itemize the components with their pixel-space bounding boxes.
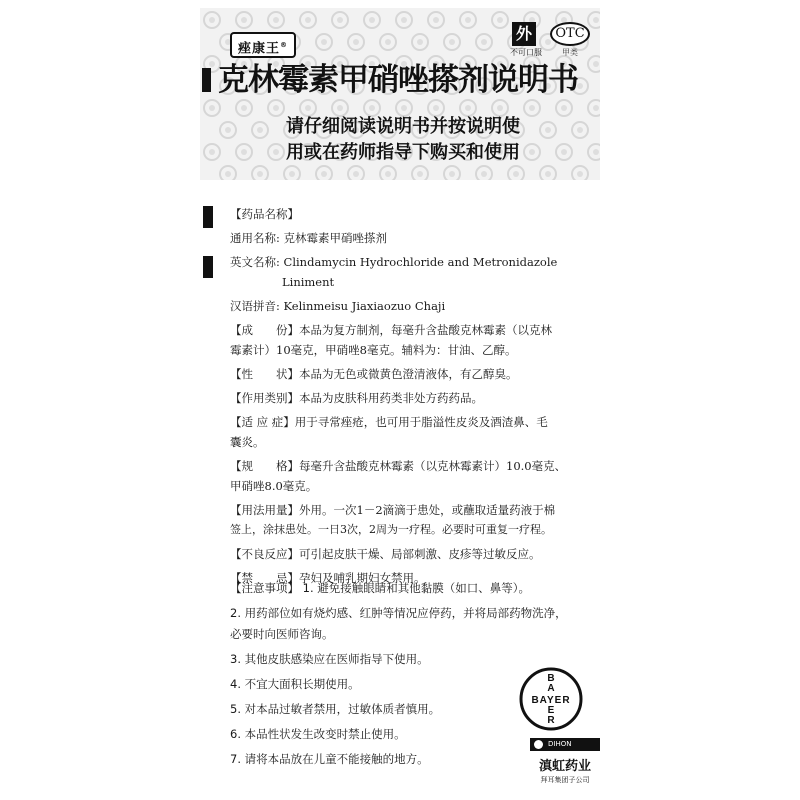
pattern-dot — [209, 61, 215, 67]
usage-line-2: 签上，涂抹患处。一日3次，2周为一疗程。必要时可重复一疗程。 — [230, 523, 552, 536]
bayer-horizontal-text: BAYER — [531, 695, 571, 706]
pattern-dot — [593, 105, 599, 111]
pattern-dot — [273, 105, 279, 111]
pattern-dot — [577, 171, 583, 177]
dihon-bar-text: DIHON — [548, 740, 572, 748]
pattern-dot — [321, 39, 327, 45]
dihon-logo — [530, 738, 600, 785]
pattern-dot — [273, 17, 279, 23]
composition-line-2: 霉素计）10毫克，甲硝唑8毫克。辅料为：甘油、乙醇。 — [230, 343, 517, 357]
drug-name-heading: 【药品名称】 — [230, 207, 299, 221]
registered-mark: ® — [280, 41, 289, 49]
pattern-dot — [401, 105, 407, 111]
pattern-dot — [481, 171, 487, 177]
dihon-dot-icon — [534, 740, 543, 749]
bayer-vertical-letter: E — [547, 705, 555, 716]
pattern-dot — [209, 17, 215, 23]
header-band — [200, 8, 600, 180]
pattern-dot — [305, 17, 311, 23]
external-use-badge: 外 — [512, 22, 536, 46]
category: 【作用类别】本品为皮肤科用药类非处方药药品。 — [230, 391, 483, 405]
pattern-dot — [433, 17, 439, 23]
pattern-dot — [401, 17, 407, 23]
description: 【性 状】本品为无色或微黄色澄清液体，有乙醇臭。 — [230, 367, 518, 381]
pattern-dot — [417, 171, 423, 177]
pattern-dot — [257, 127, 263, 133]
pattern-dot — [289, 171, 295, 177]
pattern-dot — [209, 149, 215, 155]
leaflet-body — [230, 204, 590, 588]
pattern-dot — [337, 17, 343, 23]
company-name: 滇虹药业 — [538, 759, 591, 774]
specification-line-2: 甲硝唑8.0毫克。 — [230, 479, 318, 493]
pattern-dot — [497, 105, 503, 111]
composition-line-1: 【成 份】本品为复方制剂，每毫升含盐酸克林霉素（以克林 — [230, 323, 552, 337]
pattern-dot — [385, 171, 391, 177]
pattern-dot — [241, 105, 247, 111]
bayer-cross-logo — [518, 666, 584, 732]
pattern-dot — [449, 171, 455, 177]
pattern-dot — [513, 171, 519, 177]
english-name-line-1: 英文名称: Clindamycin Hydrochloride and Metronidazole — [230, 255, 558, 269]
pattern-dot — [353, 171, 359, 177]
pattern-dot — [465, 105, 471, 111]
precaution-item-3: 3. 其他皮肤感染应在医师指导下使用。 — [230, 652, 429, 666]
precaution-item-1: 【注意事项】 1. 避免接触眼睛和其他黏膜（如口、鼻等）。 — [230, 581, 531, 595]
pattern-dot — [257, 171, 263, 177]
pattern-dot — [481, 39, 487, 45]
generic-name: 通用名称: 克林霉素甲硝唑搽剂 — [230, 231, 388, 245]
precaution-item-6: 6. 本品性状发生改变时禁止使用。 — [230, 727, 406, 741]
precaution-item-7: 7. 请将本品放在儿童不能接触的地方。 — [230, 752, 429, 766]
warning-line-2: 用或在药师指导下购买和使用 — [286, 142, 520, 163]
precaution-item-5: 5. 对本品过敏者禁用，过敏体质者慎用。 — [230, 702, 441, 716]
pattern-dot — [305, 105, 311, 111]
usage-warning — [286, 114, 586, 166]
side-marker-2 — [203, 256, 213, 278]
pattern-dot — [241, 149, 247, 155]
bayer-vertical-letter: B — [547, 673, 555, 684]
pattern-dot — [497, 17, 503, 23]
usage-line-1: 【用法用量】外用。一次1－2滴滴于患处，或蘸取适量药液于棉 — [230, 503, 556, 517]
pattern-dot — [417, 39, 423, 45]
company-subtitle: 拜耳集团子公司 — [540, 776, 590, 784]
english-name-line-2: Liniment — [282, 275, 335, 289]
otc-class-caption: 甲类 — [562, 48, 578, 57]
brand-logo — [230, 32, 296, 58]
side-marker-1 — [203, 206, 213, 228]
pattern-dot — [545, 39, 551, 45]
brand-name: 痤康王 — [238, 41, 281, 57]
indication-line-1: 【适 应 症】用于寻常痤疮，也可用于脂溢性皮炎及酒渣鼻、毛 — [230, 415, 548, 429]
bayer-vertical-letter: R — [547, 715, 555, 726]
pattern-dot — [225, 127, 231, 133]
precaution-item-2-line-1: 2. 用药部位如有烧灼感、红肿等情况应停药，并将局部药物洗净， — [230, 606, 567, 620]
pattern-dot — [209, 105, 215, 111]
pattern-dot — [545, 171, 551, 177]
bayer-vertical-letter: A — [547, 683, 555, 694]
drug-leaflet — [200, 8, 600, 796]
adverse-reactions: 【不良反应】可引起皮肤干燥、局部刺激、皮疹等过敏反应。 — [230, 547, 541, 561]
precaution-item-4: 4. 不宜大面积长期使用。 — [230, 677, 360, 691]
pattern-dot — [593, 17, 599, 23]
pattern-dot — [593, 149, 599, 155]
precaution-item-2-line-2: 必要时向医师咨询。 — [230, 627, 334, 641]
dihon-bar — [530, 738, 600, 751]
pattern-dot — [321, 171, 327, 177]
pattern-dot — [225, 171, 231, 177]
otc-badge: OTC — [550, 22, 590, 46]
pinyin-name: 汉语拼音: Kelinmeisu Jiaxiaozuo Chaji — [230, 299, 446, 313]
contraindications: 【禁 忌】孕妇及哺乳期妇女禁用。 — [230, 571, 426, 585]
pattern-dot — [241, 17, 247, 23]
specification-line-1: 【规 格】每毫升含盐酸克林霉素（以克林霉素计）10.0毫克、 — [230, 459, 567, 473]
pattern-dot — [369, 17, 375, 23]
indication-line-2: 囊炎。 — [230, 435, 265, 449]
pattern-dot — [385, 39, 391, 45]
title-marker — [202, 68, 211, 92]
external-use-caption: 不可口服 — [510, 48, 542, 57]
pattern-dot — [449, 39, 455, 45]
pattern-dot — [337, 105, 343, 111]
pattern-dot — [465, 17, 471, 23]
warning-line-1: 请仔细阅读说明书并按说明使 — [286, 116, 520, 137]
pattern-dot — [433, 105, 439, 111]
pattern-dot — [561, 105, 567, 111]
pattern-dot — [353, 39, 359, 45]
document-title: 克林霉素甲硝唑搽剂说明书 — [218, 62, 578, 98]
pattern-dot — [273, 149, 279, 155]
pattern-dot — [529, 105, 535, 111]
pattern-dot — [369, 105, 375, 111]
